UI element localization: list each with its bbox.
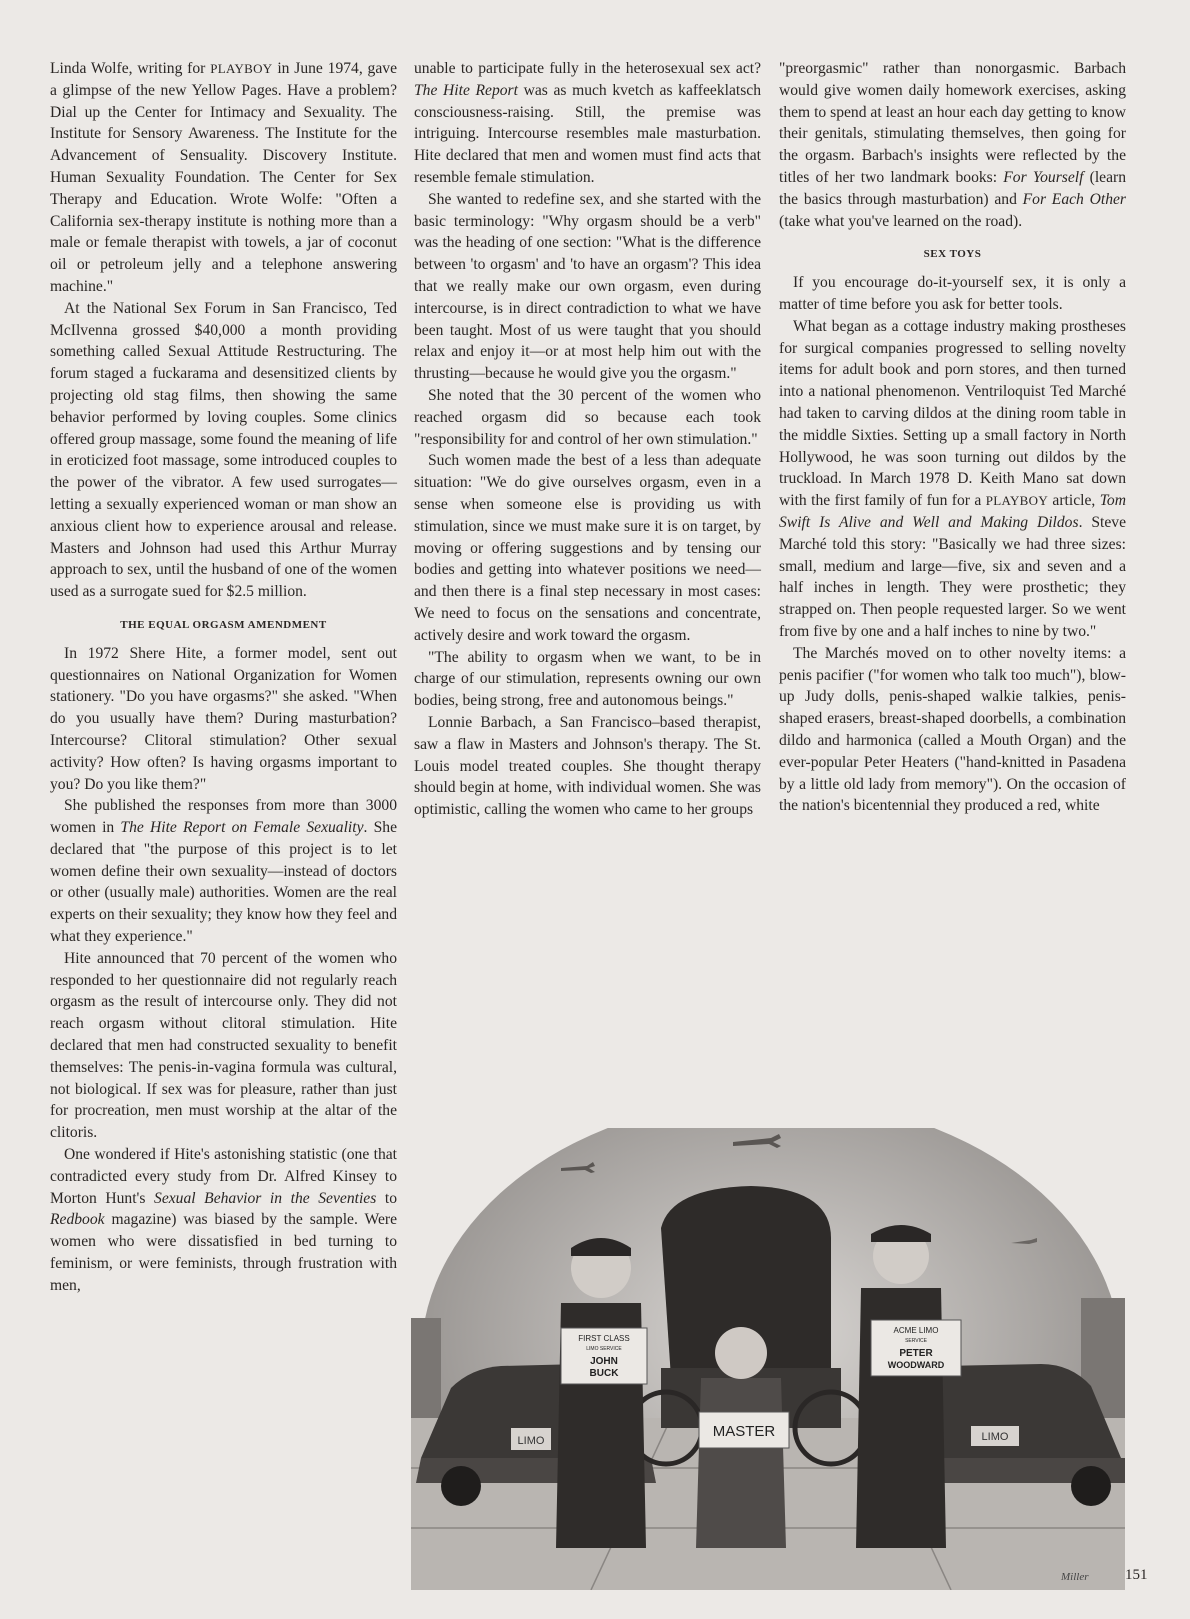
paragraph: She published the responses from more than 3000 women in The Hite Report on Female Sexuality. She declared that "the purpose of this project is to let women define their own sexuality—instead of doctors or other (usually male) authorities. Women are the real experts on their sexuality; they know how they feel and what they experience." — [50, 797, 397, 946]
paragraph: She noted that the 30 percent of the women who reached orgasm did so because each took "responsibility for and control of her own stimulation." — [414, 386, 761, 448]
left-sign-name: BUCK — [589, 1368, 619, 1379]
section-heading: SEX TOYS — [923, 248, 982, 261]
paragraph: "preorgasmic" rather than nonorgasmic. Barbach would give women daily homework exercises, asking them to spend at least an hour each day getting to know their genitals, stimulating themselves, then going for the orgasm. Barbach's insights were reflected by the titles of her two landmark books: For Yourself (learn the basics through masturbation) and For Each Other (take what you've learned on the road). — [779, 60, 1126, 230]
paragraph: Lonnie Barbach, a San Francisco–based therapist, saw a flaw in Masters and Johnson's therapy. The St. Louis model treated couples. She thought therapy should begin at home, with individual women. She was optimistic, calling the women who came to her groups — [414, 713, 761, 819]
left-sign-name: JOHN — [590, 1356, 618, 1367]
section-heading: THE EQUAL ORGASM AMENDMENT — [120, 618, 327, 631]
paragraph: The Marchés moved on to other novelty items: a penis pacifier ("for women who talk too much"), blow-up Judy dolls, penis-shaped walkie talkies, penis-shaped erasers, breast-shaped doorbells, a combination dildo and harmonica (called a Mouth Organ) and the ever-popular Peter Heaters ("hand-knitted in Pasadena by a little old lady from memory"). On the occasion of the nation's bicentennial they produced a red, white — [779, 644, 1126, 815]
paragraph: She wanted to redefine sex, and she started with the basic terminology: "Why orgasm should be a verb" was the heading of one section: "What is the difference between 'to orgasm' and 'to have an orgasm'? This idea that we really make our own orgasm, even during intercourse, is in direct contradiction to what we have been taught. Most of us were taught that you should relax and enjoy it—or at most help him out with the thrusting—because he would give you the orgasm." — [414, 190, 761, 383]
cartoon-illustration — [411, 1128, 1125, 1590]
paragraph: At the National Sex Forum in San Francisco, Ted McIlvenna grossed $40,000 a month providing something called Sexual Attitude Restructuring. The forum staged a fuckarama and desensitized clients by projecting old stag films, then showing the same behavior performed by loving couples. Some clinics offered group massage, some found the meaning of life in eroticized foot massage, some introduced couples to the power of the vibrator. A few used surrogates—letting a sexually experienced woman or man show an anxious client how to experience arousal and release. Masters and Johnson had used this Arthur Murray approach to sex, until the husband of one of the women used as a surrogate sued for $2.5 million. — [50, 299, 397, 601]
right-sign-name: WOODWARD — [887, 1360, 945, 1370]
page-number: 151 — [1125, 1567, 1148, 1583]
right-sign-text: ACME LIMO — [893, 1326, 939, 1335]
paragraph: Hite announced that 70 percent of the women who responded to her questionnaire did not regularly reach orgasm as the result of intercourse only. They did not reach orgasm without clitoral stimulation. Hite declared that men had constructed sexuality to benefit themselves: The penis-in-vagina formula was cultural, not biological. If sex was for pleasure, rather than just for procreation, men must worship at the altar of the clitoris. — [50, 949, 397, 1142]
paragraph: "The ability to orgasm when we want, to be in charge of our stimulation, represents owning our own bodies, being strong, free and autonomous beings." — [414, 648, 761, 710]
article-column-3 — [779, 58, 1126, 817]
paragraph: If you encourage do-it-yourself sex, it is only a matter of time before you ask for better tools. — [779, 274, 1126, 313]
right-sign-text: SERVICE — [905, 1338, 927, 1344]
center-sign-text: MASTER — [712, 1423, 776, 1440]
article-column-2 — [414, 58, 761, 821]
paragraph: unable to participate fully in the heterosexual sex act? The Hite Report was as much kvetch as kaffeeklatsch consciousness-raising. Still, the premise was intriguing. Intercourse resembles male masturbation. Hite declared that men and women must find acts that resemble female stimulation. — [414, 60, 761, 186]
paragraph: Such women made the best of a less than adequate situation: "We do give ourselves orgasm, even in a sense when someone else is providing us with stimulation, since we must make sure it is on target, by moving or offering suggestions and by tensing our bodies and getting into whatever positions we need—and then there is a final step necessary in most cases: We need to focus on the sensations and concentrate, actively desire and work toward the orgasm. — [414, 452, 761, 644]
distant-building — [411, 1318, 441, 1428]
paragraph: In 1972 Shere Hite, a former model, sent out questionnaires on National Organization for Women stationery. "Do you have orgasms?" she asked. "When do you usually have them? During masturbation? Intercourse? Clitoral stimulation? Other sexual activity? How often? Is having orgasms important to you? Do you like them?" — [50, 644, 397, 793]
right-sign-name: PETER — [899, 1348, 933, 1359]
paragraph: What began as a cottage industry making prostheses for surgical companies progressed to selling novelty items for adult book and porn stores, and then turned into a national phenomenon. Ventriloquist Ted Marché had taken to carving dildos at the dining room table in the middle Sixties. Setting up a small factory in North Hollywood, he was soon turning out dildos by the truckload. In March 1978 D. Keith Mano sat down with the first family of fun for a PLAYBOY article, Tom Swift Is Alive and Well and Making Dildos. Steve Marché told this story: "Basically we had three sizes: small, medium and large—five, six and seven and a half inches in length. They were prosthetic; they strapped on. Then people requested larger. So we went from five by one and a half inches to nine by two." — [779, 317, 1126, 640]
article-column-1 — [50, 58, 397, 1297]
left-sign-text: LIMO SERVICE — [586, 1346, 622, 1352]
paragraph: Linda Wolfe, writing for PLAYBOY in June 1974, gave a glimpse of the new Yellow Pages. Have a problem? Dial up the Center for Intimacy and Sexuality. The Institute for Sensory Awareness. The Institute for the Advancement of Sensuality. Discovery Institute. Human Sexuality Foundation. The Center for Sex Therapy and Education. Wrote Wolfe: "Often a California sex-therapy institute is nothing more than a male or female therapist with towels, a jar of coconut oil or petroleum jelly and a telephone answering machine." — [50, 60, 397, 295]
right-license-plate: LIMO — [981, 1431, 1009, 1443]
left-sign-text: FIRST CLASS — [578, 1334, 630, 1343]
left-license-plate: LIMO — [517, 1435, 545, 1447]
artist-signature: Miller — [1061, 1571, 1089, 1583]
paragraph: One wondered if Hite's astonishing statistic (one that contradicted every study from Dr. Alfred Kinsey to Morton Hunt's Sexual Behavior in the Seventies to Redbook magazine) was biased by the sample. Were women who were dissatisfied in bed turning to feminism, or were feminists, through frustration with men, — [50, 1146, 397, 1294]
